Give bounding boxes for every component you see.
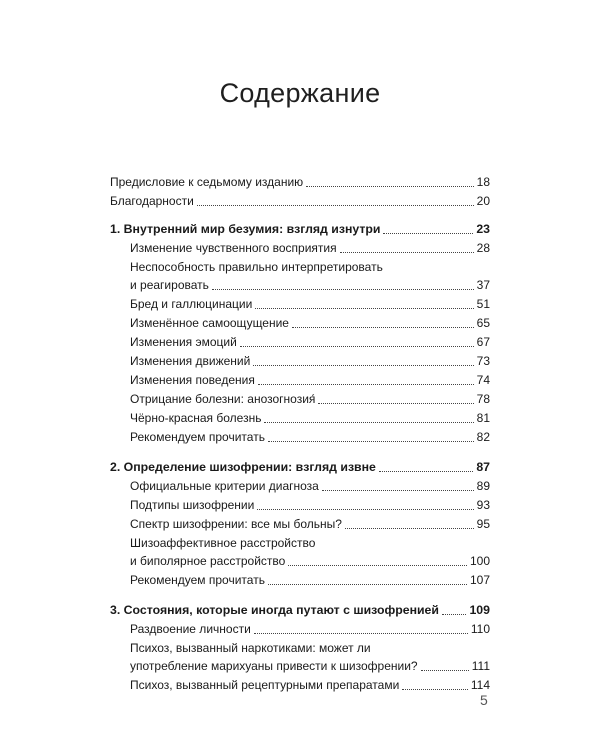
toc-entry <box>130 333 490 351</box>
toc-entry-title: Спектр шизофрении: все мы больны? <box>130 517 342 531</box>
dot-leader <box>292 327 474 328</box>
toc-entry-title: Изменённое самоощущение <box>130 316 289 330</box>
toc-page-number: 73 <box>476 354 490 368</box>
toc-page-number: 23 <box>476 222 490 236</box>
toc-entry <box>130 571 490 589</box>
dot-leader <box>255 308 473 309</box>
dot-leader <box>240 346 474 347</box>
toc-entry-title: 3. Состояния, которые иногда путают с шизофренией <box>110 603 439 617</box>
toc-page-number: 82 <box>476 430 490 444</box>
toc-entry <box>130 515 490 533</box>
toc-entry <box>130 620 490 638</box>
toc-page-number: 100 <box>469 554 490 568</box>
toc-entry <box>130 676 490 694</box>
dot-leader <box>322 490 474 491</box>
toc-entry-title: Благодарности <box>110 194 194 208</box>
toc-entry-title: Рекомендуем прочитать <box>130 430 265 444</box>
dot-leader <box>258 384 474 385</box>
toc-entry <box>130 295 490 313</box>
dot-leader <box>345 528 474 529</box>
toc-entry-title: Изменение чувственного восприятия <box>130 241 337 255</box>
toc-entry-title: Предисловие к седьмому изданию <box>110 175 304 189</box>
toc-page-number: 93 <box>476 498 490 512</box>
toc-entry-title-continued: употребление марихуаны привести к шизофрении? <box>130 659 418 673</box>
toc-entry-title: Психоз, вызванный наркотиками: может ли <box>130 641 371 655</box>
toc-entry-title: 1. Внутренний мир безумия: взгляд изнутри <box>110 222 381 236</box>
toc-page-number: 65 <box>476 316 490 330</box>
toc-chapter-entry <box>110 458 490 476</box>
toc-page-number: 51 <box>476 297 490 311</box>
dot-leader <box>379 471 473 472</box>
toc-entry <box>130 239 490 257</box>
toc-page-number: 114 <box>470 678 490 692</box>
toc-chapter-entry <box>110 601 490 619</box>
dot-leader <box>442 614 467 615</box>
toc-chapter-entry <box>110 220 490 238</box>
toc-page-number: 110 <box>470 622 490 636</box>
dot-leader <box>254 633 468 634</box>
toc-entry-title: Шизоаффективное расстройство <box>130 536 316 550</box>
toc-entry <box>130 258 490 294</box>
page-number: 5 <box>480 692 488 708</box>
dot-leader <box>212 289 474 290</box>
dot-leader <box>383 233 473 234</box>
dot-leader <box>318 403 473 404</box>
toc-page-number: 74 <box>476 373 490 387</box>
dot-leader <box>253 365 473 366</box>
toc-entry-title: Психоз, вызванный рецептурными препаратами <box>130 678 400 692</box>
toc-entry-title: Подтипы шизофрении <box>130 498 255 512</box>
toc-page-number: 20 <box>476 194 490 208</box>
toc-page-number: 109 <box>469 603 490 617</box>
toc-entry-title: Неспособность правильно интерпретировать <box>130 260 383 274</box>
dot-leader <box>421 670 469 671</box>
toc-entry-title: Бред и галлюцинации <box>130 297 253 311</box>
toc-page-number: 95 <box>476 517 490 531</box>
page-title: Содержание <box>219 78 381 108</box>
toc-entry-title-continued: и реагировать <box>130 278 209 292</box>
toc-entry-title: 2. Определение шизофрении: взгляд извне <box>110 460 376 474</box>
toc-entry <box>130 314 490 332</box>
toc-entry-title: Изменения движений <box>130 354 251 368</box>
dot-leader <box>257 509 473 510</box>
toc-entry <box>130 477 490 495</box>
toc-page-number: 37 <box>476 278 490 292</box>
dot-leader <box>264 422 473 423</box>
toc-entry <box>130 639 490 675</box>
toc-page-number: 67 <box>476 335 490 349</box>
toc-entry <box>130 371 490 389</box>
toc-page-number: 87 <box>476 460 490 474</box>
toc-entry-title: Отрицание болезни: анозогнозия́ <box>130 392 316 406</box>
toc-page-number: 78 <box>476 392 490 406</box>
toc-page-number: 89 <box>476 479 490 493</box>
toc-page-number: 18 <box>476 175 490 189</box>
dot-leader <box>197 205 474 206</box>
toc-entry <box>110 192 490 210</box>
toc-entry-title: Изменения поведения <box>130 373 255 387</box>
toc-page-number: 81 <box>476 411 490 425</box>
toc-entry-title: Официальные критерии диагноза <box>130 479 319 493</box>
toc-entry <box>130 390 490 408</box>
dot-leader <box>340 252 474 253</box>
toc-entry <box>110 173 490 191</box>
toc-entry <box>130 496 490 514</box>
dot-leader <box>288 565 467 566</box>
toc-entry <box>130 428 490 446</box>
toc-entry-title: Изменения эмоций <box>130 335 237 349</box>
toc-page-number: 107 <box>469 573 490 587</box>
dot-leader <box>306 186 473 187</box>
toc-entry <box>130 352 490 370</box>
toc-entry <box>130 409 490 427</box>
toc-entry-title: Рекомендуем прочитать <box>130 573 265 587</box>
toc-entry-title: Чёрно-красная болезнь <box>130 411 262 425</box>
toc-page-number: 111 <box>471 659 490 673</box>
dot-leader <box>268 441 474 442</box>
table-of-contents <box>110 173 490 695</box>
toc-entry <box>130 534 490 570</box>
dot-leader <box>402 689 468 690</box>
dot-leader <box>268 584 467 585</box>
toc-entry-title: Раздвоение личности <box>130 622 251 636</box>
toc-entry-title-continued: и биполярное расстройство <box>130 554 286 568</box>
toc-page-number: 28 <box>476 241 490 255</box>
